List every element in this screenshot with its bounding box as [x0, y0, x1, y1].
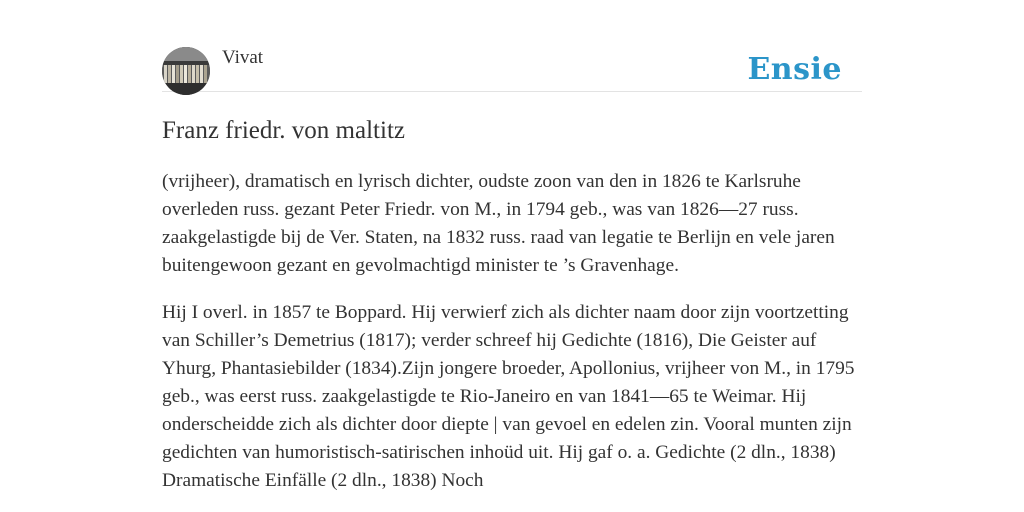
article-title: Franz friedr. von maltitz: [162, 117, 405, 144]
page-container: [162, 0, 862, 491]
site-header: [162, 0, 862, 92]
article-body: [162, 168, 862, 512]
article-paragraph: (vrijheer), dramatisch en lyrisch dichter, oudste zoon van den in 1826 te Karlsruhe overleden russ. gezant Peter Friedr. von M., in 1794 geb., was van 1826—27 russ. zaakgelastigde bij de Ver. Staten, na 1832 russ. raad van legatie te Berlijn en vele jaren buitengewoon gezant en gevolmachtigd minister te ’s Gravenhage.: [162, 171, 835, 276]
author-name-link[interactable]: Vivat: [222, 47, 264, 68]
ensie-logo-link[interactable]: Ensie: [747, 52, 842, 87]
author-avatar[interactable]: [162, 47, 210, 95]
bookshelf-icon: [162, 47, 210, 95]
article-paragraph: Hij I overl. in 1857 te Boppard. Hij verwierf zich als dichter naam door zijn voortzetting van Schiller’s Demetrius (1817); verder schreef hij Gedichte (1816), Die Geister auf Yhurg, Phantasiebilder (1834).Zijn jongere broeder, Apollonius, vrijheer von M., in 1795 geb., was eerst russ. zaakgelastigde te Rio-Janeiro en van 1841—65 te Weimar. Hij onderscheidde zich als dichter door diepte | van gevoel en edelen zin. Vooral munten zijn gedichten van humoristisch-satirischen inhoüd uit. Hij gaf o. a. Gedichte (2 dln., 1838) Dramatische Einfälle (2 dln., 1838) Noch: [162, 302, 855, 491]
